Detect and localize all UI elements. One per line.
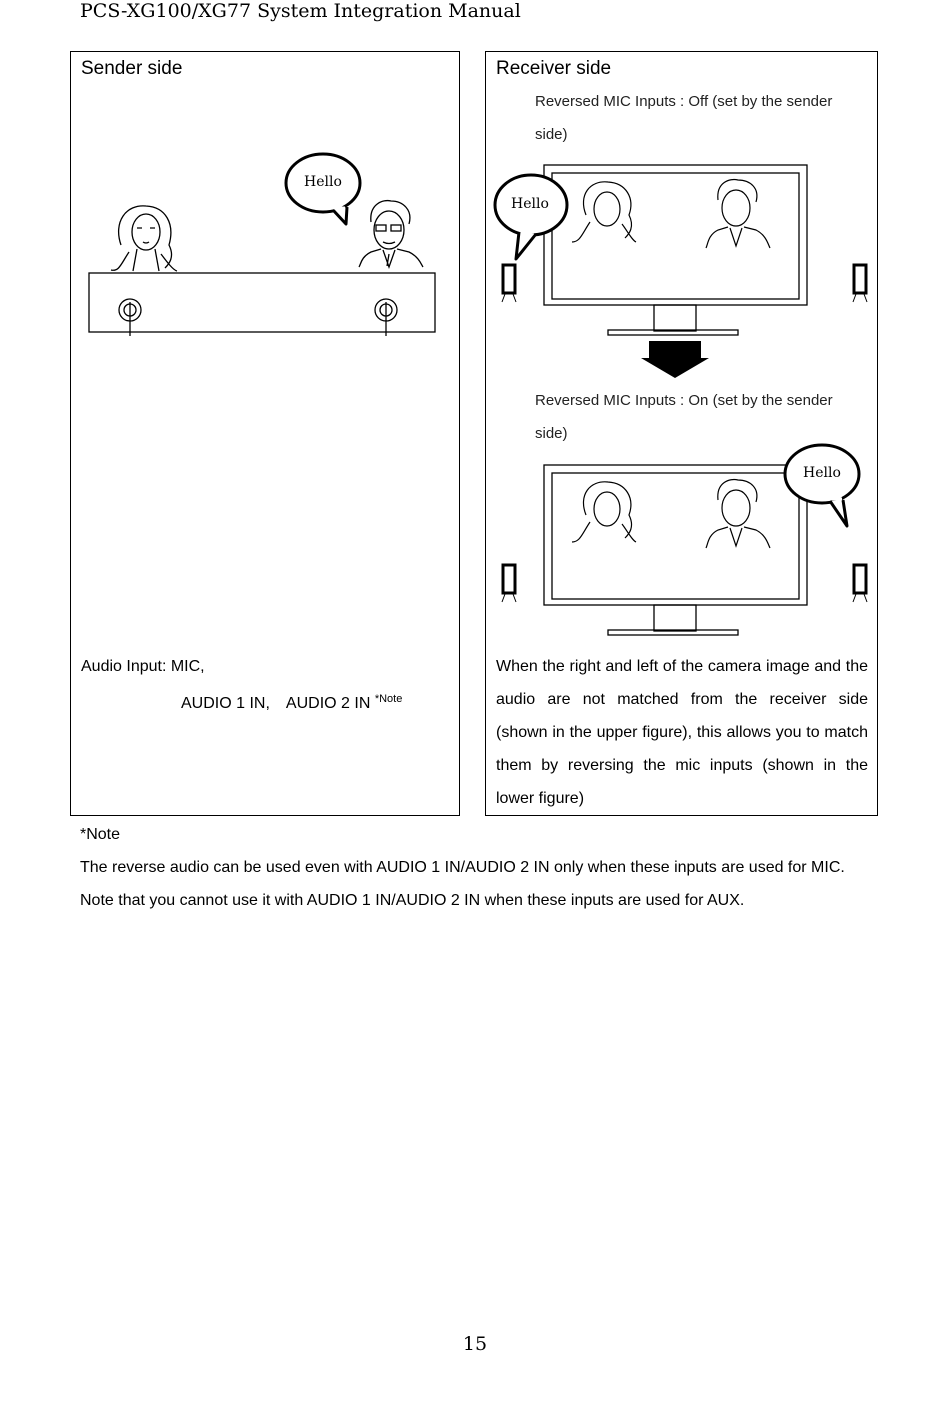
sender-illustration — [71, 52, 461, 352]
note-heading: *Note — [80, 826, 121, 843]
speech-bubble-icon — [286, 154, 360, 224]
reversed-off-caption-line1: Reversed MIC Inputs : Off (set by the sender — [535, 93, 833, 110]
sender-side-panel — [70, 51, 460, 816]
upper-speech-text: Hello — [511, 196, 549, 212]
upper-man-icon — [706, 180, 770, 248]
lower-man-icon — [706, 480, 770, 548]
receiver-description: When the right and left of the camera image and the audio are not matched from the receiver side (shown in the upper figure), this allows you to match them by reversing the mic inputs (shown in the lower figure) — [496, 658, 868, 807]
note-line-1: The reverse audio can be used even with AUDIO 1 IN/AUDIO 2 IN only when these inputs are used for MIC. — [80, 859, 845, 876]
codec-unit-icon — [89, 273, 435, 332]
receiver-side-title: Receiver side — [496, 58, 612, 79]
audio-inputs-line — [181, 683, 402, 720]
upper-right-speaker-icon — [853, 265, 867, 302]
note-section — [80, 818, 880, 917]
reversed-off-caption-line2: side) — [535, 126, 568, 143]
upper-monitor-icon — [544, 165, 807, 335]
lower-monitor-icon — [544, 465, 807, 635]
lower-right-speaker-icon — [853, 565, 867, 602]
lower-speech-bubble-icon — [785, 445, 859, 526]
lower-left-speaker-icon — [502, 565, 516, 602]
receiver-side-panel — [485, 51, 878, 816]
sender-side-title: Sender side — [81, 58, 183, 79]
note-reference: *Note — [374, 693, 403, 705]
sender-speech-text: Hello — [304, 174, 342, 190]
woman-person-icon — [111, 206, 177, 271]
reversed-on-caption-line2: side) — [535, 425, 568, 442]
upper-speech-bubble-icon — [495, 175, 567, 259]
upper-left-speaker-icon — [502, 265, 516, 302]
page-number: 15 — [462, 1333, 488, 1355]
lower-speech-text: Hello — [803, 465, 841, 481]
audio-input-label: Audio Input: MIC, — [81, 658, 205, 675]
receiver-illustration — [486, 52, 879, 652]
upper-woman-icon — [572, 182, 636, 242]
audio-inputs-text: AUDIO 1 IN, AUDIO 2 IN — [181, 695, 371, 712]
down-arrow-icon — [641, 341, 709, 378]
note-line-2: Note that you cannot use it with AUDIO 1 IN/AUDIO 2 IN when these inputs are used for AUX. — [80, 892, 745, 909]
lower-woman-icon — [572, 482, 636, 542]
man-person-icon — [359, 201, 423, 267]
reversed-on-caption-line1: Reversed MIC Inputs : On (set by the sender — [535, 392, 833, 409]
document-header: PCS-XG100/XG77 System Integration Manual — [80, 0, 521, 22]
